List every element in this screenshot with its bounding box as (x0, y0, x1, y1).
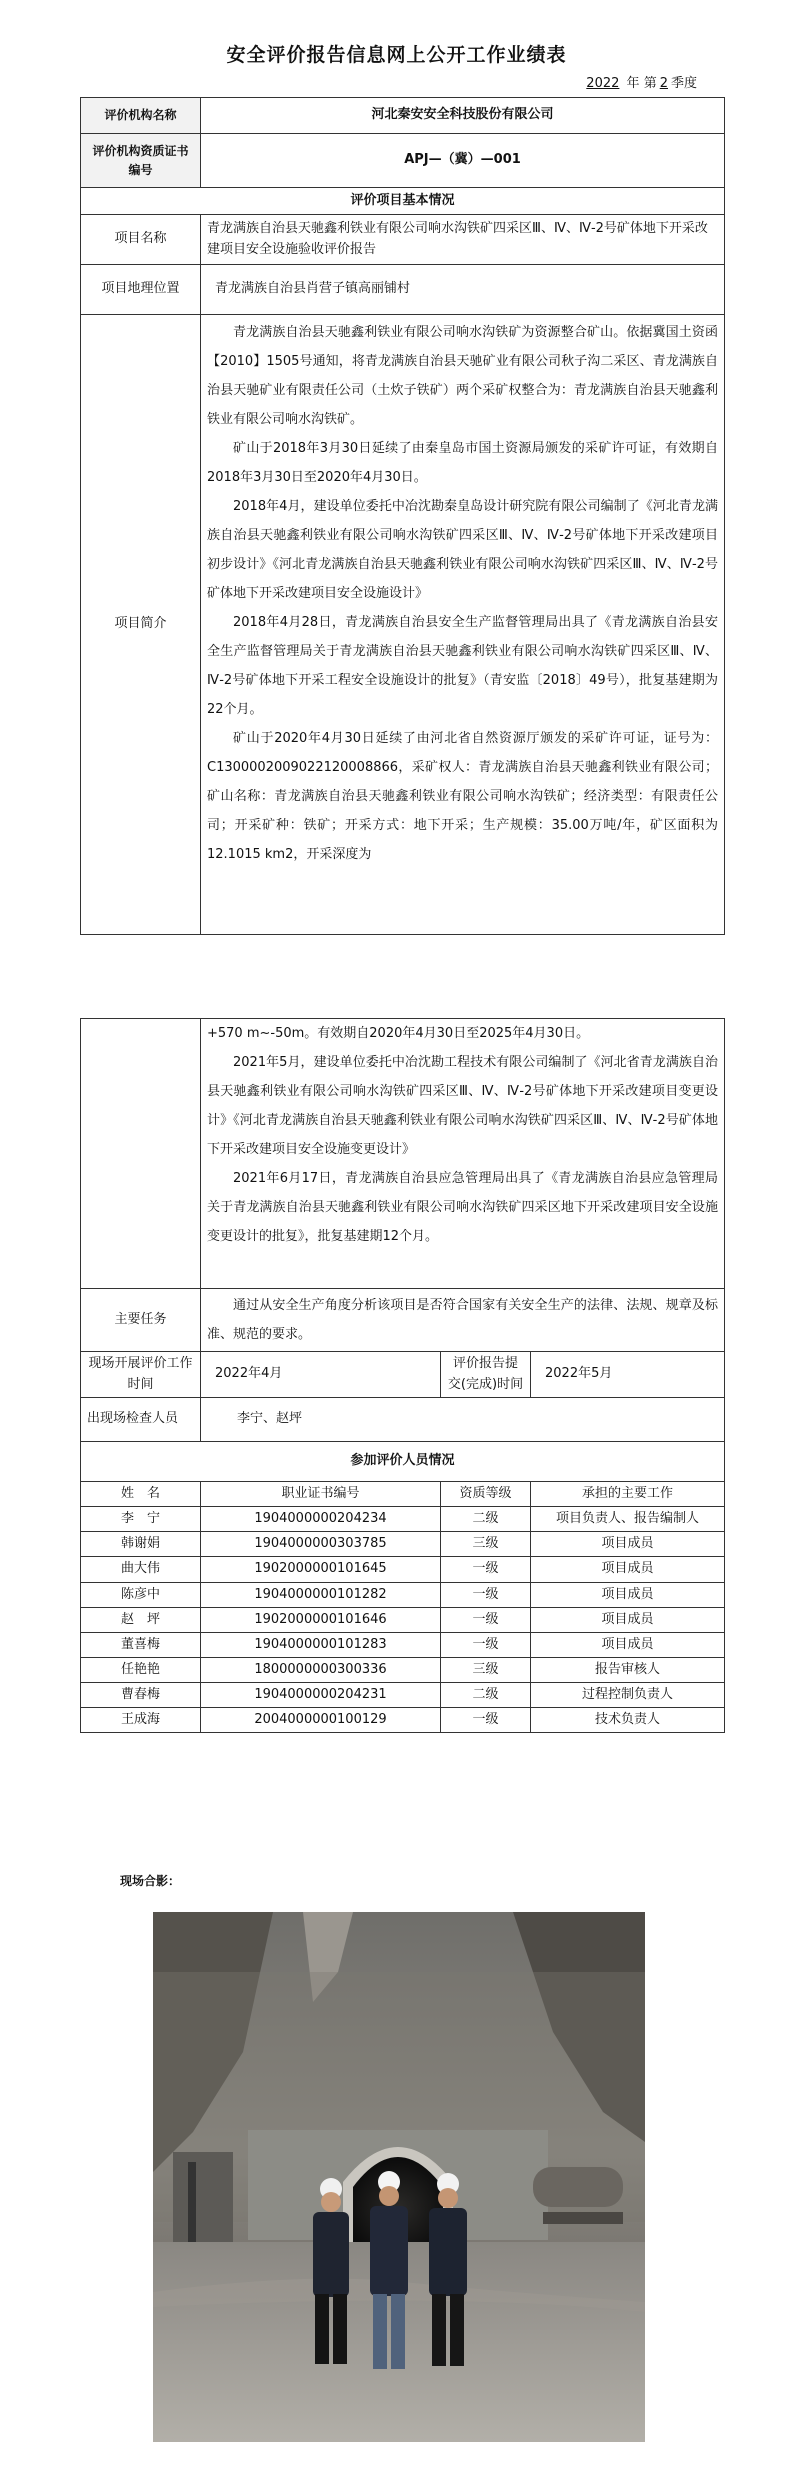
person-name: 任艳艳 (81, 1657, 201, 1682)
person-cert: 1904000000204231 (201, 1683, 441, 1708)
person-cert: 1904000000101282 (201, 1582, 441, 1607)
person-level: 一级 (441, 1557, 531, 1582)
person-name: 王成海 (81, 1708, 201, 1733)
person-name: 李 宁 (81, 1507, 201, 1532)
intro-body-page1 (201, 315, 725, 935)
table-row (81, 1708, 725, 1733)
person-name: 韩谢娟 (81, 1532, 201, 1557)
person-cert: 1902000000101646 (201, 1607, 441, 1632)
person-name: 陈彦中 (81, 1582, 201, 1607)
people-header-cert: 职业证书编号 (201, 1482, 441, 1507)
intro-paragraph: 青龙满族自治县天驰鑫利铁业有限公司响水沟铁矿为资源整合矿山。依据冀国土资函【2010】1505号通知，将青龙满族自治县天驰矿业有限公司秋子沟二采区、青龙满族自治县天驰矿业有限责任公司（土炊子铁矿）两个采矿权整合为：青龙满族自治县天驰鑫利铁业有限公司响水沟铁矿。 (207, 325, 718, 427)
record-table-page2 (80, 1018, 725, 1733)
field-time-value: 2022年4月 (201, 1352, 441, 1398)
inspectors-value: 李宁、赵坪 (201, 1398, 725, 1442)
person-work: 报告审核人 (531, 1657, 725, 1682)
main-task-text: 通过从安全生产角度分析该项目是否符合国家有关安全生产的法律、法规、规章及标准、规范的要求。 (207, 1298, 718, 1342)
section-project-heading: 评价项目基本情况 (81, 188, 725, 215)
person-level: 一级 (441, 1632, 531, 1657)
people-header-work: 承担的主要工作 (531, 1482, 725, 1507)
intro-continued-label-cell (81, 1019, 201, 1289)
location-label: 项目地理位置 (81, 265, 201, 315)
table-row (81, 1657, 725, 1682)
field-time-label: 现场开展评价工作时间 (81, 1352, 201, 1398)
reporting-period (583, 72, 697, 91)
location-value: 青龙满族自治县肖营子镇高丽铺村 (201, 265, 725, 315)
period-year-suffix: 年 (626, 76, 640, 91)
cert-label: 评价机构资质证书编号 (81, 134, 201, 188)
person-work: 项目成员 (531, 1532, 725, 1557)
person-cert: 1902000000101645 (201, 1557, 441, 1582)
project-name-label: 项目名称 (81, 215, 201, 265)
person-name: 曲大伟 (81, 1557, 201, 1582)
person-name: 曹春梅 (81, 1683, 201, 1708)
person-work: 项目成员 (531, 1607, 725, 1632)
record-table-page1 (80, 97, 725, 935)
period-quarter-suffix: 季度 (670, 76, 697, 91)
person-work: 技术负责人 (531, 1708, 725, 1733)
intro-paragraph: 2018年4月28日，青龙满族自治县安全生产监督管理局出具了《青龙满族自治县安全生产监督管理局关于青龙满族自治县天驰鑫利铁业有限公司响水沟铁矿四采区Ⅲ、Ⅳ、Ⅳ-2号矿体地下开采工程安全设施设计的批复》（青安监〔2018〕49号），批复基建期为22个月。 (207, 615, 718, 717)
period-quarter-prefix: 第 (643, 76, 657, 91)
person-cert: 1904000000303785 (201, 1532, 441, 1557)
intro-label: 项目简介 (81, 315, 201, 935)
intro-paragraph: 2021年6月17日，青龙满族自治县应急管理局出具了《青龙满族自治县应急管理局关于青龙满族自治县天驰鑫利铁业有限公司响水沟铁矿四采区地下开采改建项目安全设施变更设计的批复》，批复基建期12个月。 (207, 1171, 718, 1244)
person-level: 三级 (441, 1657, 531, 1682)
table-row (81, 1507, 725, 1532)
main-task-value (201, 1289, 725, 1352)
person-cert: 2004000000100129 (201, 1708, 441, 1733)
person-cert: 1904000000204234 (201, 1507, 441, 1532)
period-quarter: 2 (659, 76, 668, 91)
intro-paragraph: 矿山于2020年4月30日延续了由河北省自然资源厅颁发的采矿许可证，证号为：C1300002009022120008866，采矿权人：青龙满族自治县天驰鑫利铁业有限公司；矿山名称：青龙满族自治县天驰鑫利铁业有限公司响水沟铁矿；经济类型：有限责任公司；开采矿种：铁矿；开采方式：地下开采；生产规模：35.00万吨/年，矿区面积为12.1015 km2，开采深度为 (207, 731, 718, 862)
person-work: 过程控制负责人 (531, 1683, 725, 1708)
person-work: 项目负责人、报告编制人 (531, 1507, 725, 1532)
person-cert: 1904000000101283 (201, 1632, 441, 1657)
org-label: 评价机构名称 (81, 98, 201, 134)
people-header-row (81, 1482, 725, 1507)
document-title: 安全评价报告信息网上公开工作业绩表 (226, 44, 567, 66)
table-row (81, 1683, 725, 1708)
project-name-value: 青龙满族自治县天驰鑫利铁业有限公司响水沟铁矿四采区Ⅲ、Ⅳ、Ⅳ-2号矿体地下开采改建项目安全设施验收评价报告 (201, 215, 725, 265)
table-row (81, 1607, 725, 1632)
person-work: 项目成员 (531, 1632, 725, 1657)
main-task-label: 主要任务 (81, 1289, 201, 1352)
person-level: 一级 (441, 1582, 531, 1607)
person-work: 项目成员 (531, 1582, 725, 1607)
person-name: 董喜梅 (81, 1632, 201, 1657)
person-level: 一级 (441, 1708, 531, 1733)
person-level: 二级 (441, 1507, 531, 1532)
section-people-heading: 参加评价人员情况 (81, 1442, 725, 1482)
table-row (81, 1557, 725, 1582)
person-level: 三级 (441, 1532, 531, 1557)
cert-value: APJ—（冀）—001 (201, 134, 725, 188)
person-work: 项目成员 (531, 1557, 725, 1582)
period-year: 2022 (586, 76, 620, 91)
person-name: 赵 坪 (81, 1607, 201, 1632)
person-level: 一级 (441, 1607, 531, 1632)
person-level: 二级 (441, 1683, 531, 1708)
intro-paragraph: 2021年5月，建设单位委托中冶沈勘工程技术有限公司编制了《河北省青龙满族自治县天驰鑫利铁业有限公司响水沟铁矿四采区Ⅲ、Ⅳ、Ⅳ-2号矿体地下开采改建项目变更设计》《河北青龙满族自治县天驰鑫利铁业有限公司响水沟铁矿四采区Ⅲ、Ⅳ、Ⅳ-2号矿体地下开采改建项目安全设施变更设计》 (207, 1055, 718, 1157)
intro-body-page2 (201, 1019, 725, 1289)
people-header-name: 姓 名 (81, 1482, 201, 1507)
intro-paragraph: 矿山于2018年3月30日延续了由秦皇岛市国土资源局颁发的采矿许可证，有效期自2018年3月30日至2020年4月30日。 (207, 441, 718, 485)
org-value: 河北秦安安全科技股份有限公司 (201, 98, 725, 134)
site-group-photo (153, 1912, 645, 2442)
report-time-value: 2022年5月 (531, 1352, 725, 1398)
table-row (81, 1532, 725, 1557)
photo-label: 现场合影： (120, 1874, 181, 1888)
people-header-level: 资质等级 (441, 1482, 531, 1507)
table-row (81, 1582, 725, 1607)
intro-paragraph: +570 m~-50m。有效期自2020年4月30日至2025年4月30日。 (207, 1026, 590, 1041)
person-cert: 1800000000300336 (201, 1657, 441, 1682)
inspectors-label: 出现场检查人员 (81, 1398, 201, 1442)
table-row (81, 1632, 725, 1657)
report-time-label: 评价报告提交(完成)时间 (441, 1352, 531, 1398)
intro-paragraph: 2018年4月，建设单位委托中冶沈勘秦皇岛设计研究院有限公司编制了《河北青龙满族自治县天驰鑫利铁业有限公司响水沟铁矿四采区Ⅲ、Ⅳ、Ⅳ-2号矿体地下开采改建项目初步设计》《河北青龙满族自治县天驰鑫利铁业有限公司响水沟铁矿四采区Ⅲ、Ⅳ、Ⅳ-2号矿体地下开采改建项目安全设施设计》 (207, 499, 718, 601)
